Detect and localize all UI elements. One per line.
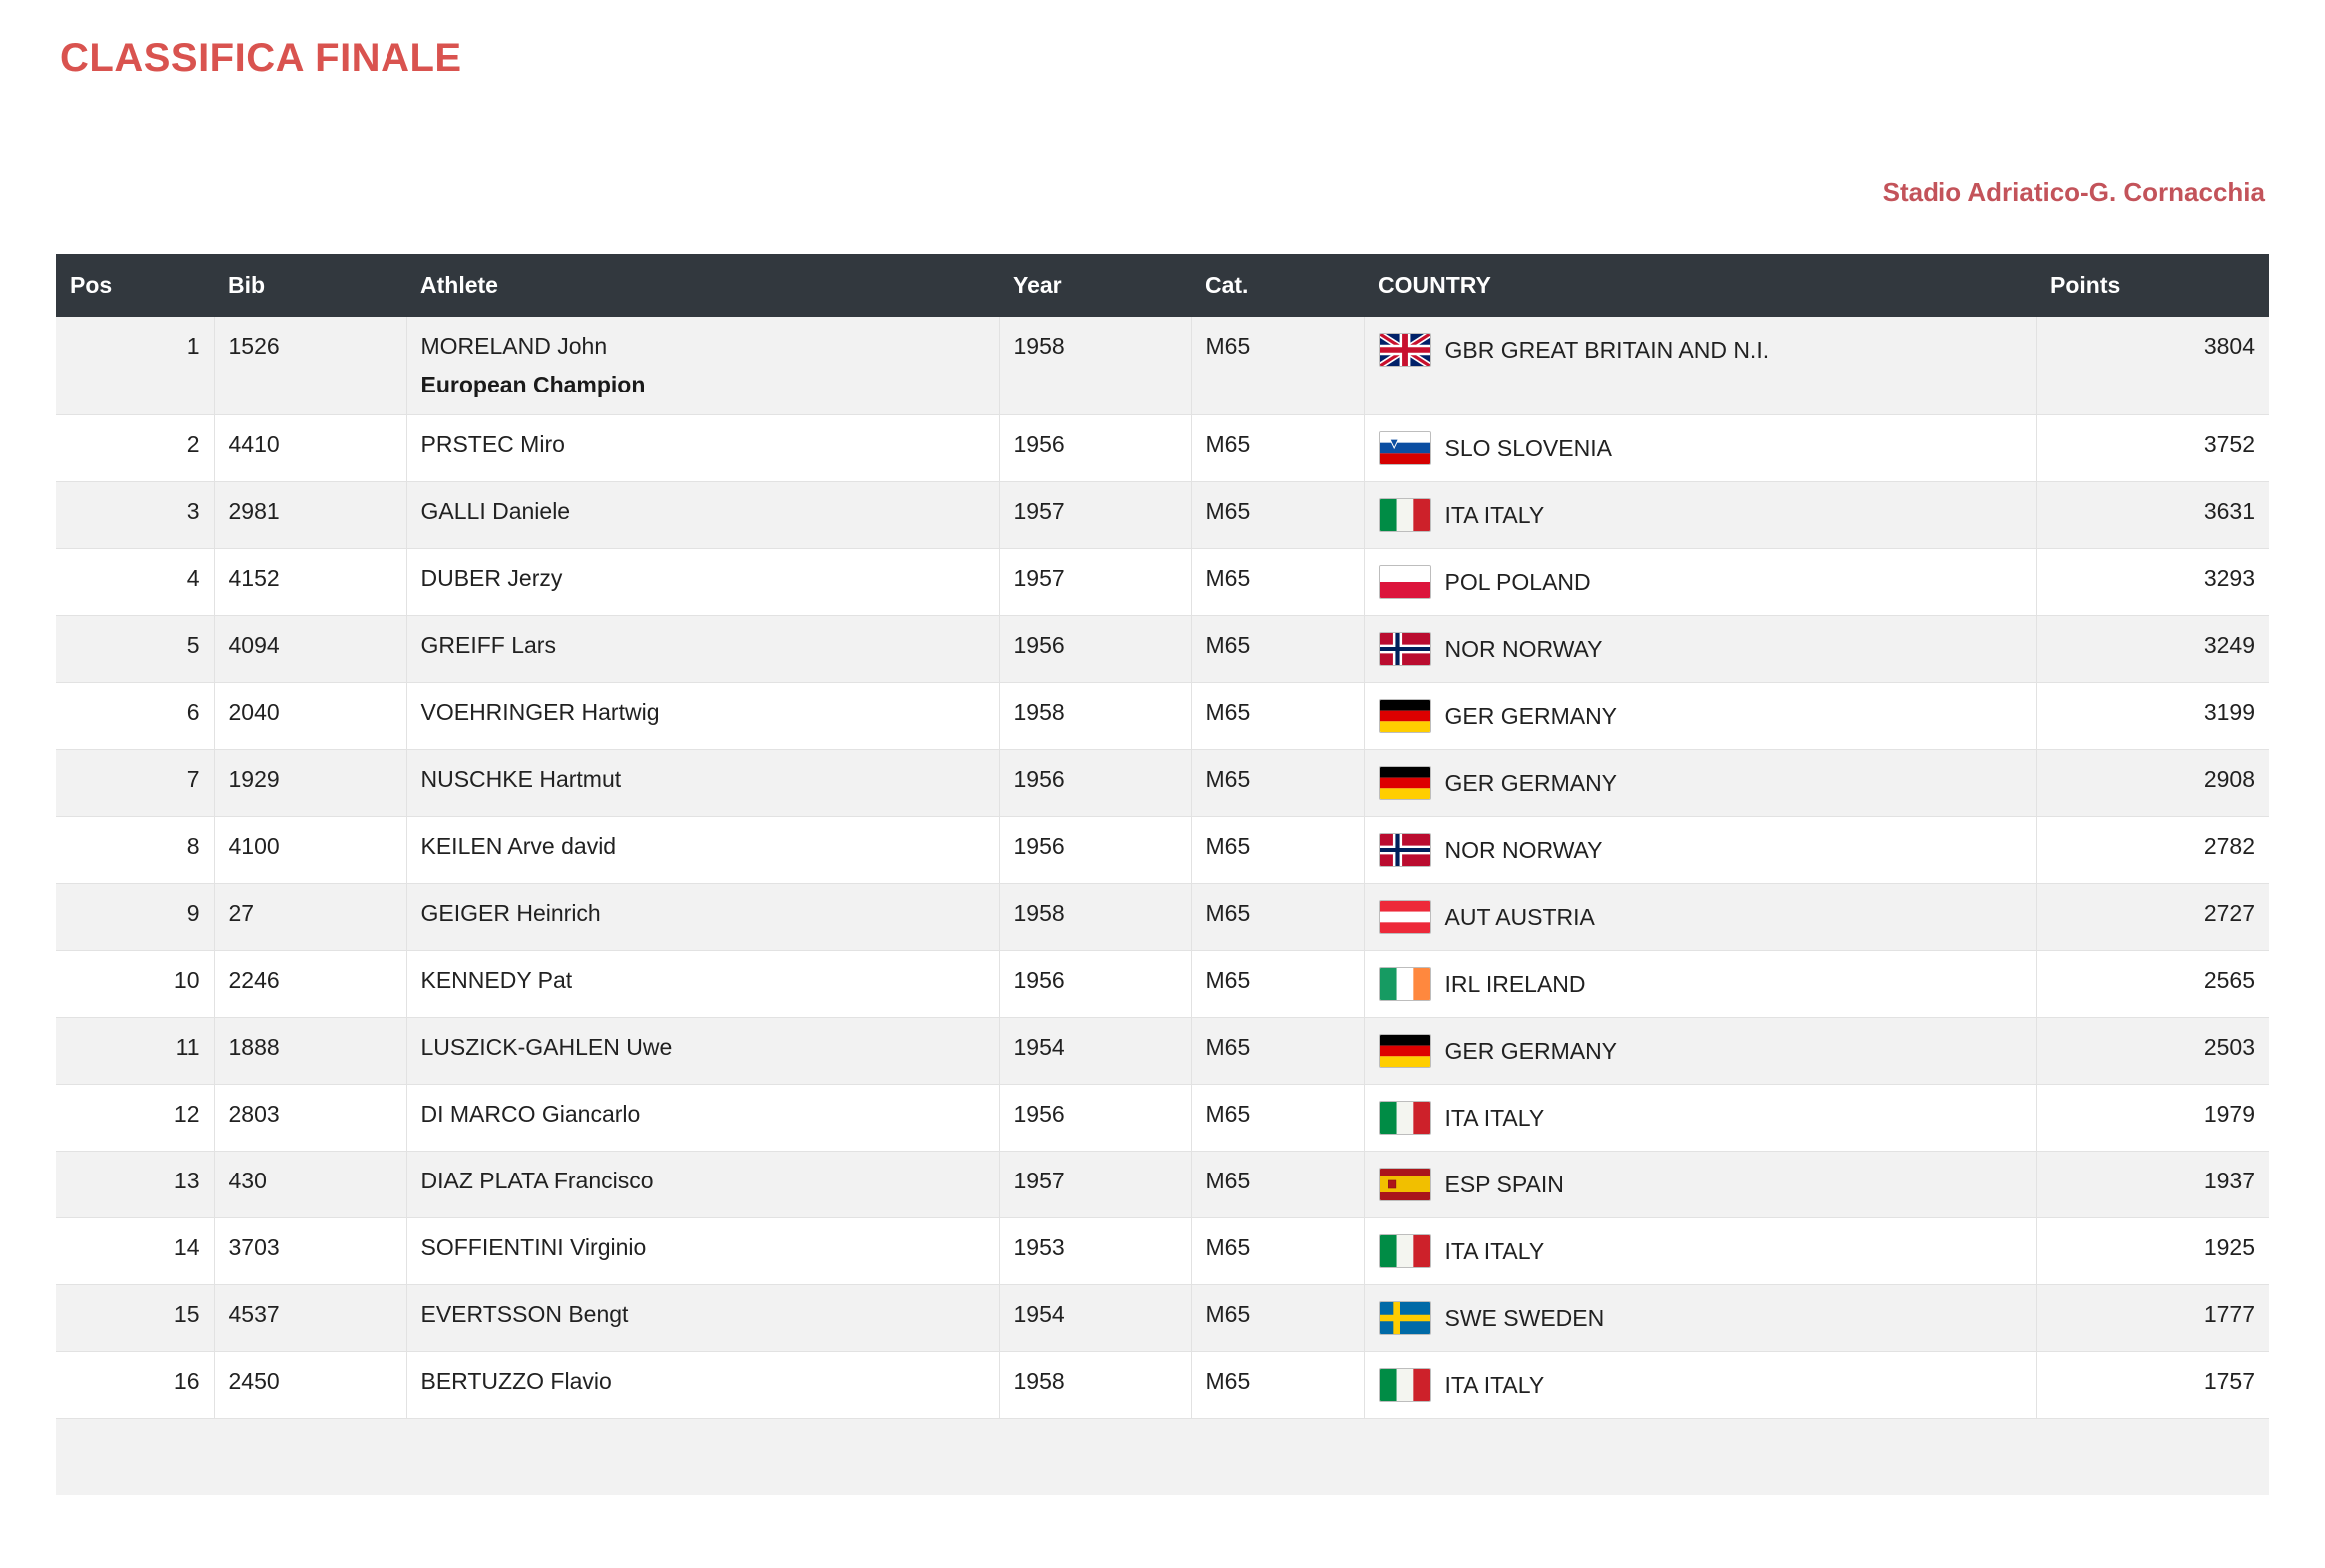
cell-country xyxy=(1364,415,2036,482)
cell-position: 4 xyxy=(56,549,214,616)
athlete-name: VOEHRINGER Hartwig xyxy=(420,699,660,725)
cell-year: 1954 xyxy=(999,1018,1191,1085)
table-row xyxy=(56,951,2269,1018)
country-cell xyxy=(1379,333,2022,367)
country-label: POL POLAND xyxy=(1444,568,1591,595)
cell-position: 9 xyxy=(56,884,214,951)
athlete-name: GALLI Daniele xyxy=(420,498,571,524)
cell-country xyxy=(1364,1352,2036,1419)
cell-category: M65 xyxy=(1191,951,1364,1018)
country-cell xyxy=(1379,967,2022,1001)
cell-country xyxy=(1364,1218,2036,1285)
cell-points: 3752 xyxy=(2036,415,2269,482)
cell-position: 3 xyxy=(56,482,214,549)
cell-position: 5 xyxy=(56,616,214,683)
athlete-title-note: European Champion xyxy=(420,372,646,397)
country-label: GER GERMANY xyxy=(1444,1037,1618,1064)
cell-category: M65 xyxy=(1191,482,1364,549)
ger-flag-icon xyxy=(1379,699,1431,733)
cell-points: 2908 xyxy=(2036,750,2269,817)
cell-athlete xyxy=(406,1018,999,1085)
cell-year: 1956 xyxy=(999,750,1191,817)
cell-category: M65 xyxy=(1191,1218,1364,1285)
athlete-name: KENNEDY Pat xyxy=(420,967,573,993)
cell-year: 1958 xyxy=(999,884,1191,951)
cell-athlete xyxy=(406,482,999,549)
cell-position: 2 xyxy=(56,415,214,482)
table-header-row xyxy=(56,254,2269,317)
cell-year: 1956 xyxy=(999,951,1191,1018)
cell-year: 1957 xyxy=(999,482,1191,549)
cell-athlete xyxy=(406,1152,999,1218)
table-header xyxy=(56,254,2269,317)
cell-position: 15 xyxy=(56,1285,214,1352)
table-row xyxy=(56,616,2269,683)
cell-category: M65 xyxy=(1191,1018,1364,1085)
cell-year: 1956 xyxy=(999,616,1191,683)
cell-points: 2727 xyxy=(2036,884,2269,951)
cell-points: 1925 xyxy=(2036,1218,2269,1285)
cell-bib: 430 xyxy=(214,1152,406,1218)
cell-bib: 4094 xyxy=(214,616,406,683)
cell-athlete xyxy=(406,951,999,1018)
cell-athlete xyxy=(406,1285,999,1352)
cell-points: 2782 xyxy=(2036,817,2269,884)
cell-points: 3631 xyxy=(2036,482,2269,549)
country-cell xyxy=(1379,766,2022,800)
table-row xyxy=(56,1218,2269,1285)
cell-country xyxy=(1364,549,2036,616)
cell-position: 7 xyxy=(56,750,214,817)
page-title: CLASSIFICA FINALE xyxy=(60,36,462,80)
cell-athlete xyxy=(406,683,999,750)
cell-position: 11 xyxy=(56,1018,214,1085)
athlete-name: DIAZ PLATA Francisco xyxy=(420,1168,654,1193)
country-label: SWE SWEDEN xyxy=(1444,1304,1605,1331)
ita-flag-icon xyxy=(1379,1234,1431,1268)
table-row xyxy=(56,549,2269,616)
cell-points: 1937 xyxy=(2036,1152,2269,1218)
country-cell xyxy=(1379,1168,2022,1201)
cell-bib: 2803 xyxy=(214,1085,406,1152)
athlete-name: PRSTEC Miro xyxy=(420,431,565,457)
cell-athlete xyxy=(406,317,999,415)
ger-flag-icon xyxy=(1379,766,1431,800)
country-cell xyxy=(1379,1101,2022,1135)
athlete-name: MORELAND John xyxy=(420,333,608,359)
cell-category: M65 xyxy=(1191,616,1364,683)
cell-position: 8 xyxy=(56,817,214,884)
cell-position: 14 xyxy=(56,1218,214,1285)
gbr-flag-icon xyxy=(1379,333,1431,367)
aut-flag-icon xyxy=(1379,900,1431,934)
cell-category: M65 xyxy=(1191,317,1364,415)
country-cell xyxy=(1379,565,2022,599)
cell-country xyxy=(1364,683,2036,750)
ita-flag-icon xyxy=(1379,498,1431,532)
cell-position: 10 xyxy=(56,951,214,1018)
cell-year: 1953 xyxy=(999,1218,1191,1285)
cell-athlete xyxy=(406,415,999,482)
cell-year: 1956 xyxy=(999,817,1191,884)
cell-country xyxy=(1364,616,2036,683)
cell-athlete xyxy=(406,750,999,817)
cell-year: 1954 xyxy=(999,1285,1191,1352)
cell-position: 1 xyxy=(56,317,214,415)
cell-year: 1957 xyxy=(999,549,1191,616)
cell-country xyxy=(1364,1085,2036,1152)
country-cell xyxy=(1379,699,2022,733)
cell-category: M65 xyxy=(1191,817,1364,884)
table-row xyxy=(56,683,2269,750)
cell-country xyxy=(1364,1152,2036,1218)
cell-bib: 2040 xyxy=(214,683,406,750)
cell-position: 13 xyxy=(56,1152,214,1218)
cell-bib: 1929 xyxy=(214,750,406,817)
cell-category: M65 xyxy=(1191,884,1364,951)
cell-bib: 3703 xyxy=(214,1218,406,1285)
slo-flag-icon xyxy=(1379,431,1431,465)
cell-bib: 27 xyxy=(214,884,406,951)
cell-country xyxy=(1364,317,2036,415)
table-footer-spacer xyxy=(56,1419,2269,1496)
esp-flag-icon xyxy=(1379,1168,1431,1201)
cell-category: M65 xyxy=(1191,1085,1364,1152)
cell-athlete xyxy=(406,549,999,616)
cell-country xyxy=(1364,482,2036,549)
cell-points: 2565 xyxy=(2036,951,2269,1018)
table-row xyxy=(56,1152,2269,1218)
country-cell xyxy=(1379,833,2022,867)
table-row xyxy=(56,817,2269,884)
cell-bib: 2450 xyxy=(214,1352,406,1419)
country-cell xyxy=(1379,1034,2022,1068)
column-header-bib: Bib xyxy=(214,254,406,317)
ita-flag-icon xyxy=(1379,1101,1431,1135)
cell-athlete xyxy=(406,616,999,683)
cell-bib: 4537 xyxy=(214,1285,406,1352)
column-header-athlete: Athlete xyxy=(406,254,999,317)
athlete-name: GREIFF Lars xyxy=(420,632,556,658)
cell-country xyxy=(1364,750,2036,817)
results-table xyxy=(56,254,2269,1495)
athlete-name: GEIGER Heinrich xyxy=(420,900,601,926)
table-row xyxy=(56,317,2269,415)
cell-category: M65 xyxy=(1191,1352,1364,1419)
cell-points: 3804 xyxy=(2036,317,2269,415)
cell-position: 16 xyxy=(56,1352,214,1419)
cell-athlete xyxy=(406,1218,999,1285)
cell-points: 3249 xyxy=(2036,616,2269,683)
cell-year: 1958 xyxy=(999,317,1191,415)
cell-athlete xyxy=(406,1085,999,1152)
country-label: GBR GREAT BRITAIN AND N.I. xyxy=(1444,336,1770,363)
table-row xyxy=(56,750,2269,817)
table-row xyxy=(56,1285,2269,1352)
table-footer-spacer-cell xyxy=(56,1419,2269,1496)
athlete-name: BERTUZZO Flavio xyxy=(420,1368,612,1394)
country-cell xyxy=(1379,900,2022,934)
cell-country xyxy=(1364,884,2036,951)
cell-country xyxy=(1364,1018,2036,1085)
country-cell xyxy=(1379,431,2022,465)
athlete-name: NUSCHKE Hartmut xyxy=(420,766,622,792)
nor-flag-icon xyxy=(1379,833,1431,867)
cell-bib: 4100 xyxy=(214,817,406,884)
cell-category: M65 xyxy=(1191,683,1364,750)
cell-bib: 1888 xyxy=(214,1018,406,1085)
athlete-name: KEILEN Arve david xyxy=(420,833,617,859)
cell-category: M65 xyxy=(1191,1152,1364,1218)
athlete-name: SOFFIENTINI Virginio xyxy=(420,1234,647,1260)
cell-country xyxy=(1364,1285,2036,1352)
country-label: NOR NORWAY xyxy=(1444,635,1603,662)
cell-bib: 1526 xyxy=(214,317,406,415)
country-label: IRL IRELAND xyxy=(1444,970,1586,997)
column-header-country: COUNTRY xyxy=(1364,254,2036,317)
cell-points: 2503 xyxy=(2036,1018,2269,1085)
country-cell xyxy=(1379,1234,2022,1268)
cell-athlete xyxy=(406,817,999,884)
table-row xyxy=(56,1352,2269,1419)
country-label: ITA ITALY xyxy=(1444,1104,1545,1131)
cell-points: 1777 xyxy=(2036,1285,2269,1352)
country-label: GER GERMANY xyxy=(1444,769,1618,796)
cell-bib: 4152 xyxy=(214,549,406,616)
table-body xyxy=(56,317,2269,1495)
cell-year: 1958 xyxy=(999,1352,1191,1419)
athlete-name: LUSZICK-GAHLEN Uwe xyxy=(420,1034,673,1060)
country-label: GER GERMANY xyxy=(1444,702,1618,729)
cell-category: M65 xyxy=(1191,415,1364,482)
cell-points: 3199 xyxy=(2036,683,2269,750)
nor-flag-icon xyxy=(1379,632,1431,666)
table-row xyxy=(56,415,2269,482)
swe-flag-icon xyxy=(1379,1301,1431,1335)
column-header-pos: Pos xyxy=(56,254,214,317)
cell-country xyxy=(1364,817,2036,884)
country-cell xyxy=(1379,632,2022,666)
column-header-cat: Cat. xyxy=(1191,254,1364,317)
country-label: ITA ITALY xyxy=(1444,1371,1545,1398)
cell-points: 1979 xyxy=(2036,1085,2269,1152)
column-header-year: Year xyxy=(999,254,1191,317)
cell-athlete xyxy=(406,884,999,951)
ita-flag-icon xyxy=(1379,1368,1431,1402)
country-label: NOR NORWAY xyxy=(1444,836,1603,863)
cell-category: M65 xyxy=(1191,1285,1364,1352)
country-label: ESP SPAIN xyxy=(1444,1171,1564,1197)
venue-label: Stadio Adriatico-G. Cornacchia xyxy=(1882,177,2265,207)
country-label: ITA ITALY xyxy=(1444,1237,1545,1264)
country-cell xyxy=(1379,498,2022,532)
cell-points: 3293 xyxy=(2036,549,2269,616)
athlete-name: EVERTSSON Bengt xyxy=(420,1301,629,1327)
cell-category: M65 xyxy=(1191,750,1364,817)
cell-year: 1956 xyxy=(999,1085,1191,1152)
country-label: AUT AUSTRIA xyxy=(1444,903,1595,930)
pol-flag-icon xyxy=(1379,565,1431,599)
ger-flag-icon xyxy=(1379,1034,1431,1068)
column-header-points: Points xyxy=(2036,254,2269,317)
cell-country xyxy=(1364,951,2036,1018)
cell-year: 1957 xyxy=(999,1152,1191,1218)
cell-position: 6 xyxy=(56,683,214,750)
cell-athlete xyxy=(406,1352,999,1419)
athlete-name: DI MARCO Giancarlo xyxy=(420,1101,641,1127)
cell-year: 1958 xyxy=(999,683,1191,750)
cell-category: M65 xyxy=(1191,549,1364,616)
table-row xyxy=(56,482,2269,549)
cell-position: 12 xyxy=(56,1085,214,1152)
cell-bib: 2246 xyxy=(214,951,406,1018)
country-label: ITA ITALY xyxy=(1444,501,1545,528)
cell-points: 1757 xyxy=(2036,1352,2269,1419)
table-row xyxy=(56,1018,2269,1085)
cell-year: 1956 xyxy=(999,415,1191,482)
table-row xyxy=(56,884,2269,951)
cell-bib: 4410 xyxy=(214,415,406,482)
table-row xyxy=(56,1085,2269,1152)
country-label: SLO SLOVENIA xyxy=(1444,434,1612,461)
cell-bib: 2981 xyxy=(214,482,406,549)
athlete-name: DUBER Jerzy xyxy=(420,565,563,591)
irl-flag-icon xyxy=(1379,967,1431,1001)
country-cell xyxy=(1379,1301,2022,1335)
country-cell xyxy=(1379,1368,2022,1402)
